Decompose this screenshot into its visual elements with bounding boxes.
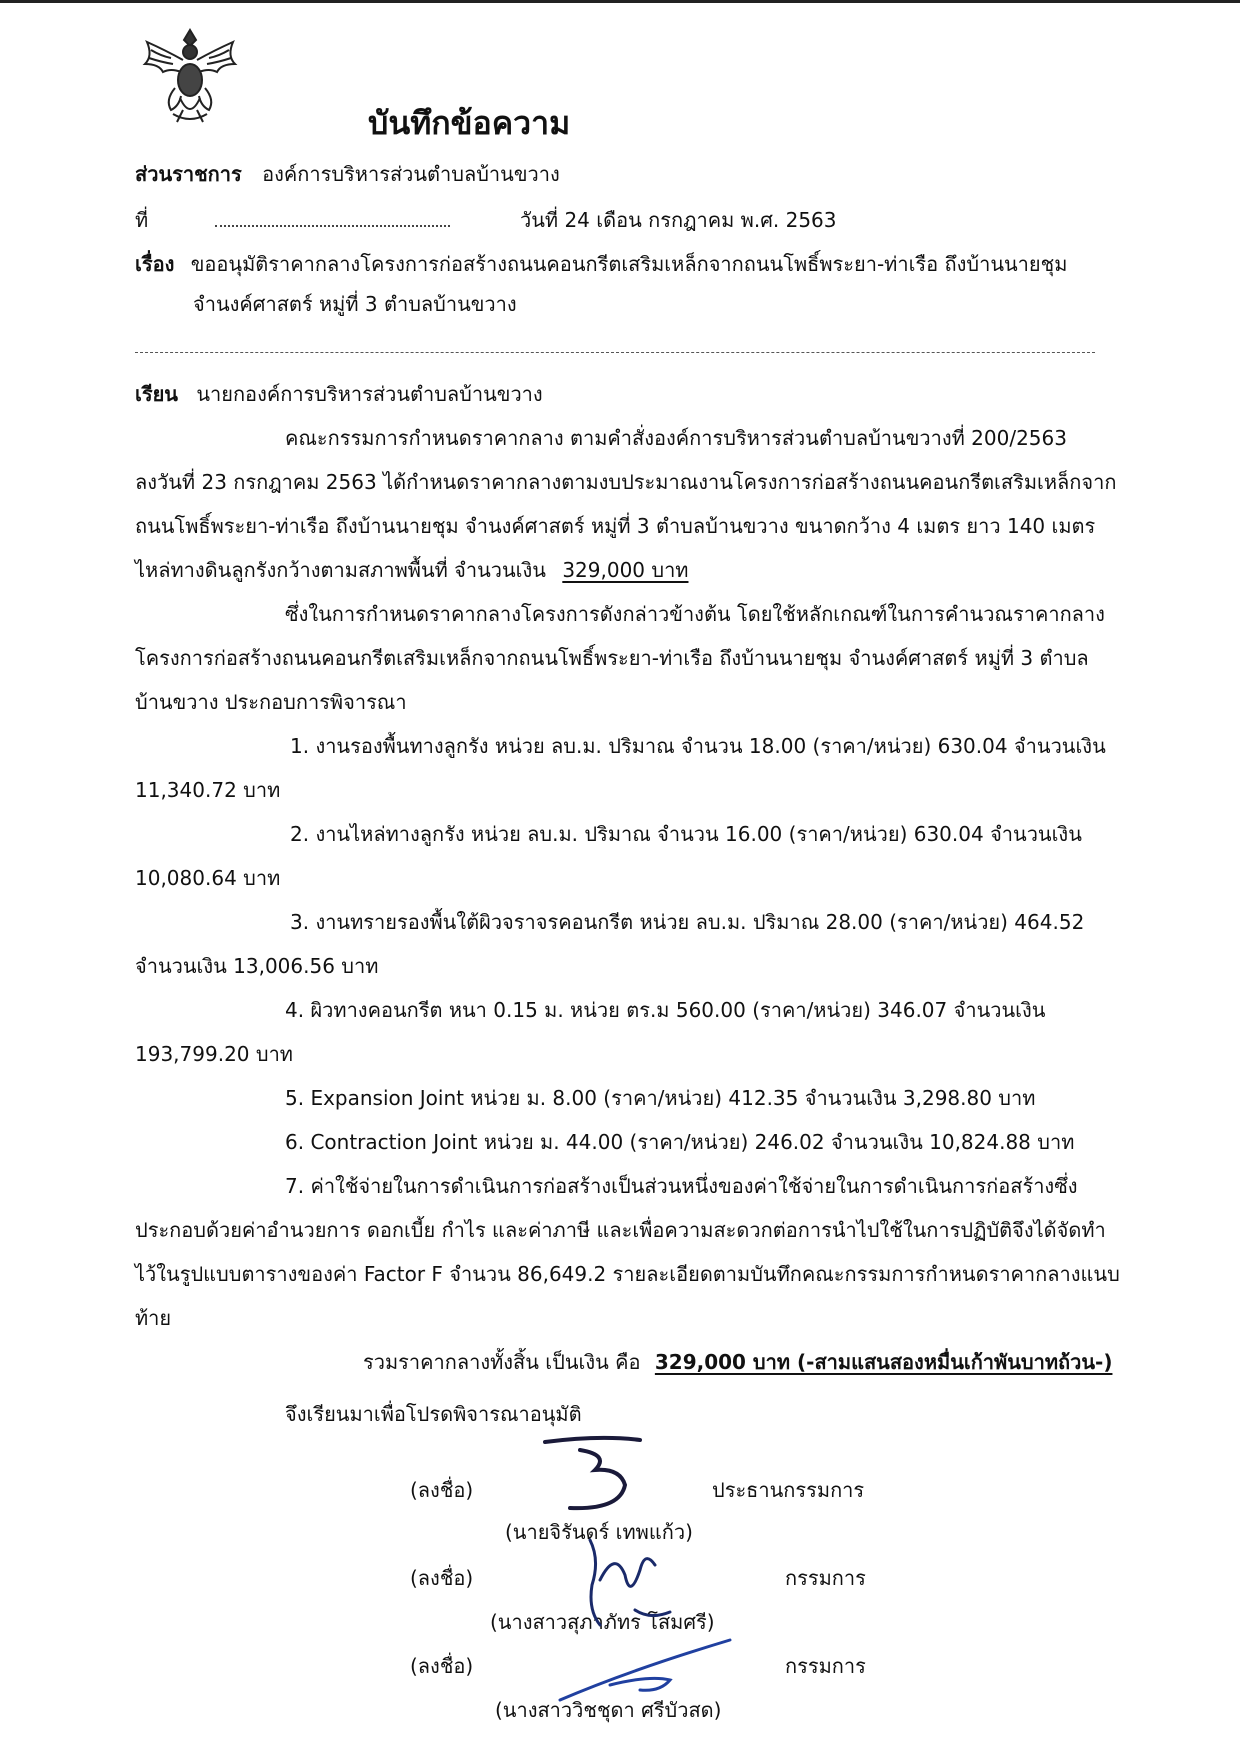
total-amount: 329,000 บาท (-สามแสนสองหมื่นเก้าพันบาทถ้วน-) <box>654 1350 1113 1374</box>
sign-label-2: (ลงชื่อ) <box>410 1566 474 1590</box>
closing-line: จึงเรียนมาเพื่อโปรดพิจารณาอนุมัติ <box>285 1402 582 1426</box>
item-5: 5. Expansion Joint หน่วย ม. 8.00 (ราคา/หน่วย) 412.35 จำนวนเงิน 3,298.80 บาท <box>285 1086 1036 1110</box>
p1-amount: 329,000 บาท <box>562 558 689 582</box>
p2-line-1: ซึ่งในการกำหนดราคากลางโครงการดังกล่าวข้างต้น โดยใช้หลักเกณฑ์ในการคำนวณราคากลาง <box>285 602 1105 626</box>
header-divider <box>135 352 1095 353</box>
garuda-emblem-icon <box>135 20 245 130</box>
handwritten-signature-1 <box>540 1430 680 1520</box>
sign-name-1: (นายจิรันดร์ เทพแก้ว) <box>505 1520 693 1544</box>
ref-row <box>135 206 450 234</box>
item-7-line-3: ไว้ในรูปแบบตารางของค่า Factor F จำนวน 86,649.2 รายละเอียดตามบันทึกคณะกรรมการกำหนดราคากลางแนบ <box>135 1262 1120 1286</box>
sign-name-3: (นางสาววิชชุดา ศรีบัวสด) <box>495 1698 722 1722</box>
item-7-line-4: ท้าย <box>135 1306 172 1330</box>
agency-row <box>135 160 560 188</box>
salutation-row <box>135 380 543 408</box>
salutation-label: เรียน <box>135 382 178 406</box>
p2-line-3: บ้านขวาง ประกอบการพิจารณา <box>135 690 407 714</box>
item-7-line-1: 7. ค่าใช้จ่ายในการดำเนินการก่อสร้างเป็นส่วนหนึ่งของค่าใช้จ่ายในการดำเนินการก่อสร้างซึ่ง <box>285 1174 1078 1198</box>
memo-date: วันที่ 24 เดือน กรกฎาคม พ.ศ. 2563 <box>520 208 837 232</box>
item-2-line-1: 2. งานไหล่ทางลูกรัง หน่วย ลบ.ม. ปริมาณ จำนวน 16.00 (ราคา/หน่วย) 630.04 จำนวนเงิน <box>290 822 1082 846</box>
total-row <box>363 1348 1112 1376</box>
handwritten-signature-2 <box>570 1530 690 1630</box>
subject-line-2: จำนงค์ศาสตร์ หมู่ที่ 3 ตำบลบ้านขวาง <box>193 292 517 316</box>
sign-name-2: (นางสาวสุภาภัทร โสมศรี) <box>490 1610 715 1634</box>
subject-label: เรื่อง <box>135 252 175 276</box>
p1-line-4-text: ไหล่ทางดินลูกรังกว้างตามสภาพพื้นที่ จำนวนเงิน <box>135 558 546 582</box>
p1-line-3: ถนนโพธิ์พระยา-ท่าเรือ ถึงบ้านนายชุม จำนงค์ศาสตร์ หมู่ที่ 3 ตำบลบ้านขวาง ขนาดกว้าง 4 เมตร ยาว 140 เมตร <box>135 514 1096 538</box>
item-1-line-1: 1. งานรองพื้นทางลูกรัง หน่วย ลบ.ม. ปริมาณ จำนวน 18.00 (ราคา/หน่วย) 630.04 จำนวนเงิน <box>290 734 1106 758</box>
agency-name: องค์การบริหารส่วนตำบลบ้านขวาง <box>262 162 560 186</box>
ref-number-blank <box>215 207 450 227</box>
sign-role-1: ประธานกรรมการ <box>712 1478 865 1502</box>
p2-line-2: โครงการก่อสร้างถนนคอนกรีตเสริมเหล็กจากถนนโพธิ์พระยา-ท่าเรือ ถึงบ้านนายชุม จำนงค์ศาสตร์ หมู่ที่ 3 ตำบล <box>135 646 1089 670</box>
item-2-line-2: 10,080.64 บาท <box>135 866 281 890</box>
item-3-line-1: 3. งานทรายรองพื้นใต้ผิวจราจรคอนกรีต หน่วย ลบ.ม. ปริมาณ 28.00 (ราคา/หน่วย) 464.52 <box>290 910 1085 934</box>
p1-line-4 <box>135 556 688 584</box>
salutation-recipient: นายกองค์การบริหารส่วนตำบลบ้านขวาง <box>196 382 543 406</box>
p1-line-2: ลงวันที่ 23 กรกฎาคม 2563 ได้กำหนดราคากลางตามงบประมาณงานโครงการก่อสร้างถนนคอนกรีตเสริมเหล็กจาก <box>135 470 1117 494</box>
subject-line-1: ขออนุมัติราคากลางโครงการก่อสร้างถนนคอนกรีตเสริมเหล็กจากถนนโพธิ์พระยา-ท่าเรือ ถึงบ้านนายชุม <box>190 252 1068 276</box>
item-7-line-2: ประกอบด้วยค่าอำนวยการ ดอกเบี้ย กำไร และค่าภาษี และเพื่อความสะดวกต่อการนำไปใช้ในการปฏิบัติจึงได้จัดทำ <box>135 1218 1106 1242</box>
total-prefix: รวมราคากลางทั้งสิ้น เป็นเงิน คือ <box>363 1350 641 1374</box>
agency-label: ส่วนราชการ <box>135 162 242 186</box>
sign-role-3: กรรมการ <box>785 1654 866 1678</box>
sign-label-1: (ลงชื่อ) <box>410 1478 474 1502</box>
top-border <box>0 0 1240 3</box>
item-6: 6. Contraction Joint หน่วย ม. 44.00 (ราคา/หน่วย) 246.02 จำนวนเงิน 10,824.88 บาท <box>285 1130 1075 1154</box>
p1-line-1: คณะกรรมการกำหนดราคากลาง ตามคำสั่งองค์การบริหารส่วนตำบลบ้านขวางที่ 200/2563 <box>285 426 1067 450</box>
item-1-line-2: 11,340.72 บาท <box>135 778 281 802</box>
item-4-line-1: 4. ผิวทางคอนกรีต หนา 0.15 ม. หน่วย ตร.ม 560.00 (ราคา/หน่วย) 346.07 จำนวนเงิน <box>285 998 1046 1022</box>
subject-row <box>135 250 1067 278</box>
item-3-line-2: จำนวนเงิน 13,006.56 บาท <box>135 954 379 978</box>
sign-role-2: กรรมการ <box>785 1566 866 1590</box>
item-4-line-2: 193,799.20 บาท <box>135 1042 293 1066</box>
memo-title: บันทึกข้อความ <box>368 104 571 142</box>
ref-label: ที่ <box>135 208 149 232</box>
handwritten-signature-3 <box>550 1630 740 1710</box>
sign-label-3: (ลงชื่อ) <box>410 1654 474 1678</box>
